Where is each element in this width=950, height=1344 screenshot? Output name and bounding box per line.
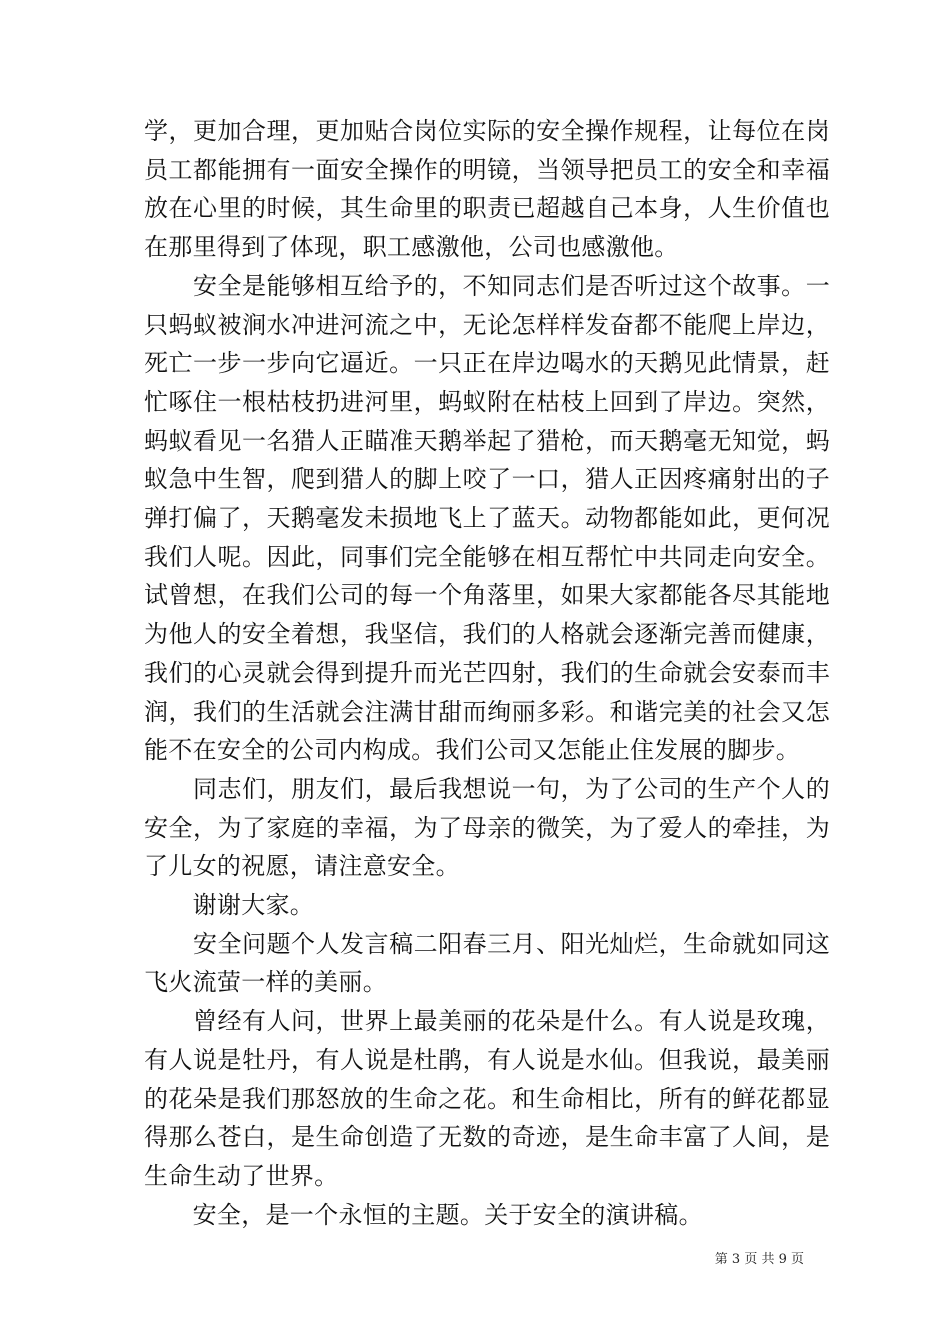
page-number-footer: 第 3 页 共 9 页: [714, 1252, 804, 1267]
paragraph-4: 谢谢大家。: [144, 891, 315, 920]
paragraph-2: 安全是能够相互给予的，不知同志们是否听过这个故事。一只蚂蚁被涧水冲进河流之中，无论怎样样发奋都不能爬上岸边，死亡一步一步向它逼近。一只正在岸边喝水的天鹅见此情景，赶忙啄住一根枯枝扔进河里，蚂蚁附在枯枝上回到了岸边。突然，蚂蚁看见一名猎人正瞄准天鹅举起了猎枪，而天鹅毫无知觉，蚂蚁急中生智，爬到猎人的脚上咬了一口，猎人正因疼痛射出的子弹打偏了，天鹅毫发未损地飞上了蓝天。动物都能如此，更何况我们人呢。因此，同事们完全能够在相互帮忙中共同走向安全。试曾想，在我们公司的每一个角落里，如果大家都能各尽其能地为他人的安全着想，我坚信，我们的人格就会逐渐完善而健康，我们的心灵就会得到提升而光芒四射，我们的生命就会安泰而丰润，我们的生活就会注满甘甜而绚丽多彩。和谐完美的社会又怎能不在安全的公司内构成。我们公司又怎能止住发展的脚步。: [144, 271, 830, 765]
paragraph-5: 安全问题个人发言稿二阳春三月、阳光灿烂，生命就如同这飞火流萤一样的美丽。: [144, 929, 830, 997]
paragraph-1: 学，更加合理，更加贴合岗位实际的安全操作规程，让每位在岗员工都能拥有一面安全操作的明镜，当领导把员工的安全和幸福放在心里的时候，其生命里的职责已超越自己本身，人生价值也在那里得到了体现，职工感激他，公司也感激他。: [144, 117, 830, 262]
paragraph-6: 曾经有人问，世界上最美丽的花朵是什么。有人说是玫瑰，有人说是牡丹，有人说是杜鹃，有人说是水仙。但我说，最美丽的花朵是我们那怒放的生命之花。和生命相比，所有的鲜花都显得那么苍白，是生命创造了无数的奇迹，是生命丰富了人间，是生命生动了世界。: [144, 1007, 830, 1190]
document-body: [144, 112, 830, 1234]
paragraph-7: 安全，是一个永恒的主题。关于安全的演讲稿。: [144, 1200, 703, 1229]
paragraph-3: 同志们，朋友们，最后我想说一句，为了公司的生产个人的安全，为了家庭的幸福，为了母亲的微笑，为了爱人的牵挂，为了儿女的祝愿，请注意安全。: [144, 774, 830, 881]
